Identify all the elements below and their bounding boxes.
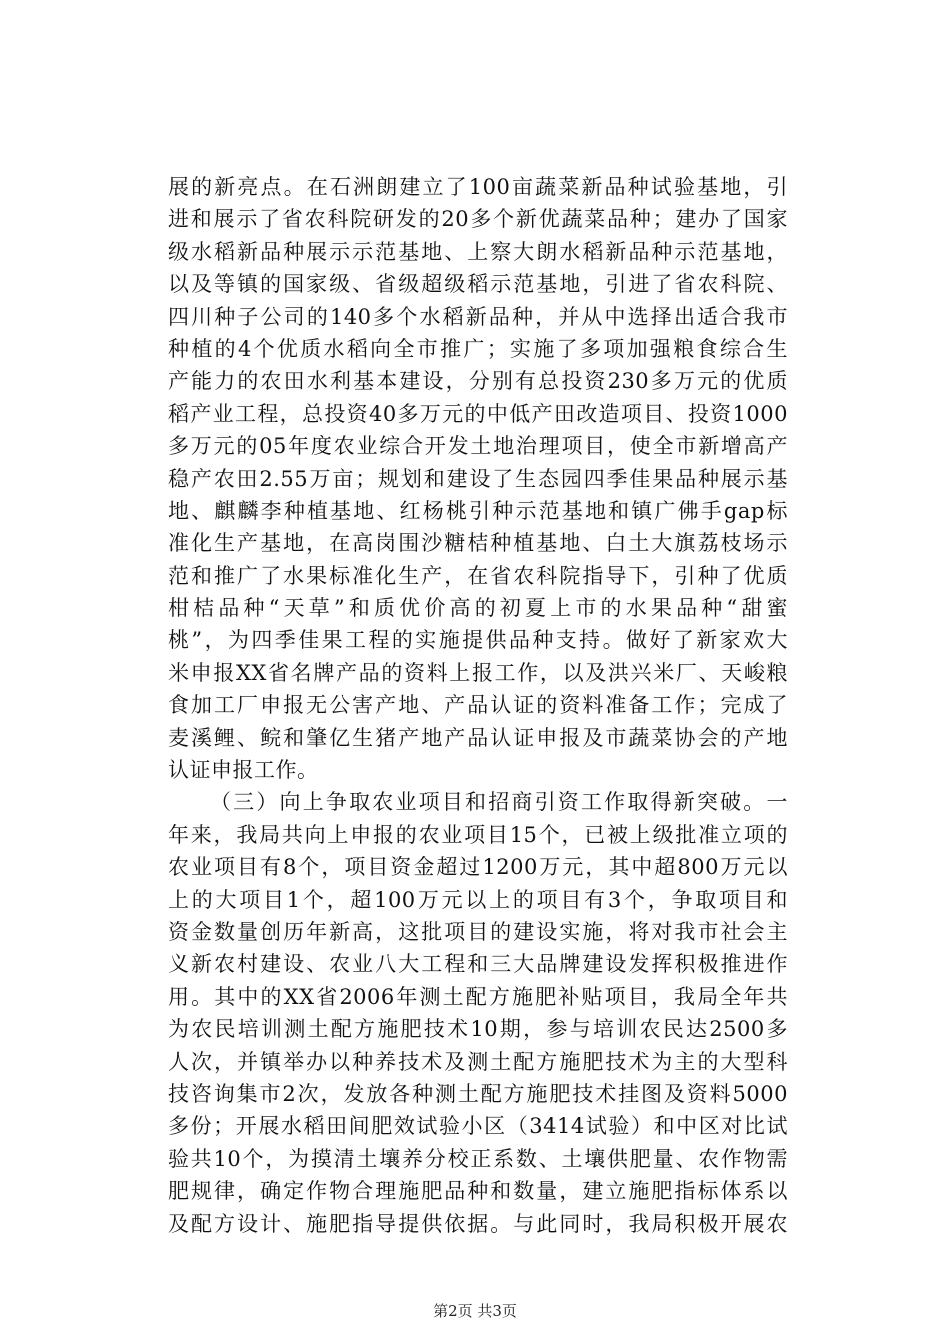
paragraph-1-line: 柑桔品种“天草”和质优价高的初夏上市的水果品种“甜蜜: [168, 596, 788, 621]
paragraph-1-line: 稳产农田2.55万亩；规划和建设了生态园四季佳果品种展示基: [168, 466, 788, 491]
paragraph-2-line: 用。其中的XX省2006年测土配方施肥补贴项目，我局全年共: [168, 984, 788, 1009]
paragraph-1-line: 以及等镇的国家级、省级超级稻示范基地，引进了省农科院、: [168, 272, 788, 297]
paragraph-1-line: 桃”，为四季佳果工程的实施提供品种支持。做好了新家欢大: [168, 628, 788, 653]
paragraph-1-line: 范和推广了水果标准化生产，在省农科院指导下，引种了优质: [168, 563, 788, 588]
paragraph-1-line: 稻产业工程，总投资40多万元的中低产田改造项目、投资1000: [168, 401, 788, 426]
paragraph-1-line: 食加工厂申报无公害产地、产品认证的资料准备工作；完成了: [168, 693, 788, 718]
paragraph-1-line: 麦溪鲤、鲩和肇亿生猪产地产品认证申报及市蔬菜协会的产地: [168, 725, 788, 750]
paragraph-2-line: （三）向上争取农业项目和招商引资工作取得新突破。一: [210, 790, 788, 815]
paragraph-2-line: 农业项目有8个，项目资金超过1200万元，其中超800万元以: [168, 855, 788, 880]
paragraph-2-line: 及配方设计、施肥指导提供依据。与此同时，我局积极开展农: [168, 1211, 788, 1236]
paragraph-2-line: 上的大项目1个，超100万元以上的项目有3个，争取项目和: [168, 887, 788, 912]
paragraph-2-line: 为农民培训测土配方施肥技术10期，参与培训农民达2500多: [168, 1017, 788, 1042]
paragraph-2-line: 义新农村建设、农业八大工程和三大品牌建设发挥积极推进作: [168, 952, 788, 977]
page-footer: 第2页 共3页: [433, 1302, 517, 1320]
paragraph-1-line: 四川种子公司的140多个水稻新品种，并从中选择出适合我市: [168, 304, 788, 329]
paragraph-1-line: 进和展示了省农科院研发的20多个新优蔬菜品种；建办了国家: [168, 207, 788, 232]
paragraph-2-line: 技咨询集市2次，发放各种测土配方施肥技术挂图及资料5000: [168, 1081, 788, 1106]
paragraph-1-line: 准化生产基地，在高岗围沙糖桔种植基地、白土大旗荔枝场示: [168, 531, 788, 556]
paragraph-2-line: 资金数量创历年新高，这批项目的建设实施，将对我市社会主: [168, 919, 788, 944]
paragraph-2-line: 多份；开展水稻田间肥效试验小区（3414试验）和中区对比试: [168, 1114, 788, 1139]
paragraph-2-line: 验共10个，为摸清土壤养分校正系数、土壤供肥量、农作物需: [168, 1146, 788, 1171]
paragraph-1-line: 地、麒麟李种植基地、红杨桃引种示范基地和镇广佛手gap标: [168, 498, 788, 523]
paragraph-2-line: 年来，我局共向上申报的农业项目15个，已被上级批准立项的: [168, 822, 788, 847]
paragraph-1-line: 级水稻新品种展示示范基地、上察大朗水稻新品种示范基地，: [168, 239, 788, 264]
paragraph-1-line: 种植的4个优质水稻向全市推广；实施了多项加强粮食综合生: [168, 336, 788, 361]
document-body: [168, 171, 788, 1240]
paragraph-1-line: 展的新亮点。在石洲朗建立了100亩蔬菜新品种试验基地，引: [168, 175, 788, 199]
paragraph-1-line: 多万元的05年度农业综合开发土地治理项目，使全市新增高产: [168, 434, 788, 459]
paragraph-2-line: 人次，并镇举办以种养技术及测土配方施肥技术为主的大型科: [168, 1049, 788, 1074]
paragraph-1-line: 产能力的农田水利基本建设，分别有总投资230多万元的优质: [168, 369, 788, 394]
paragraph-1-line: 认证申报工作。: [168, 758, 319, 783]
paragraph-1-line: 米申报XX省名牌产品的资料上报工作，以及洪兴米厂、天峻粮: [168, 660, 788, 685]
paragraph-2-line: 肥规律，确定作物合理施肥品种和数量，建立施肥指标体系以: [168, 1179, 788, 1204]
